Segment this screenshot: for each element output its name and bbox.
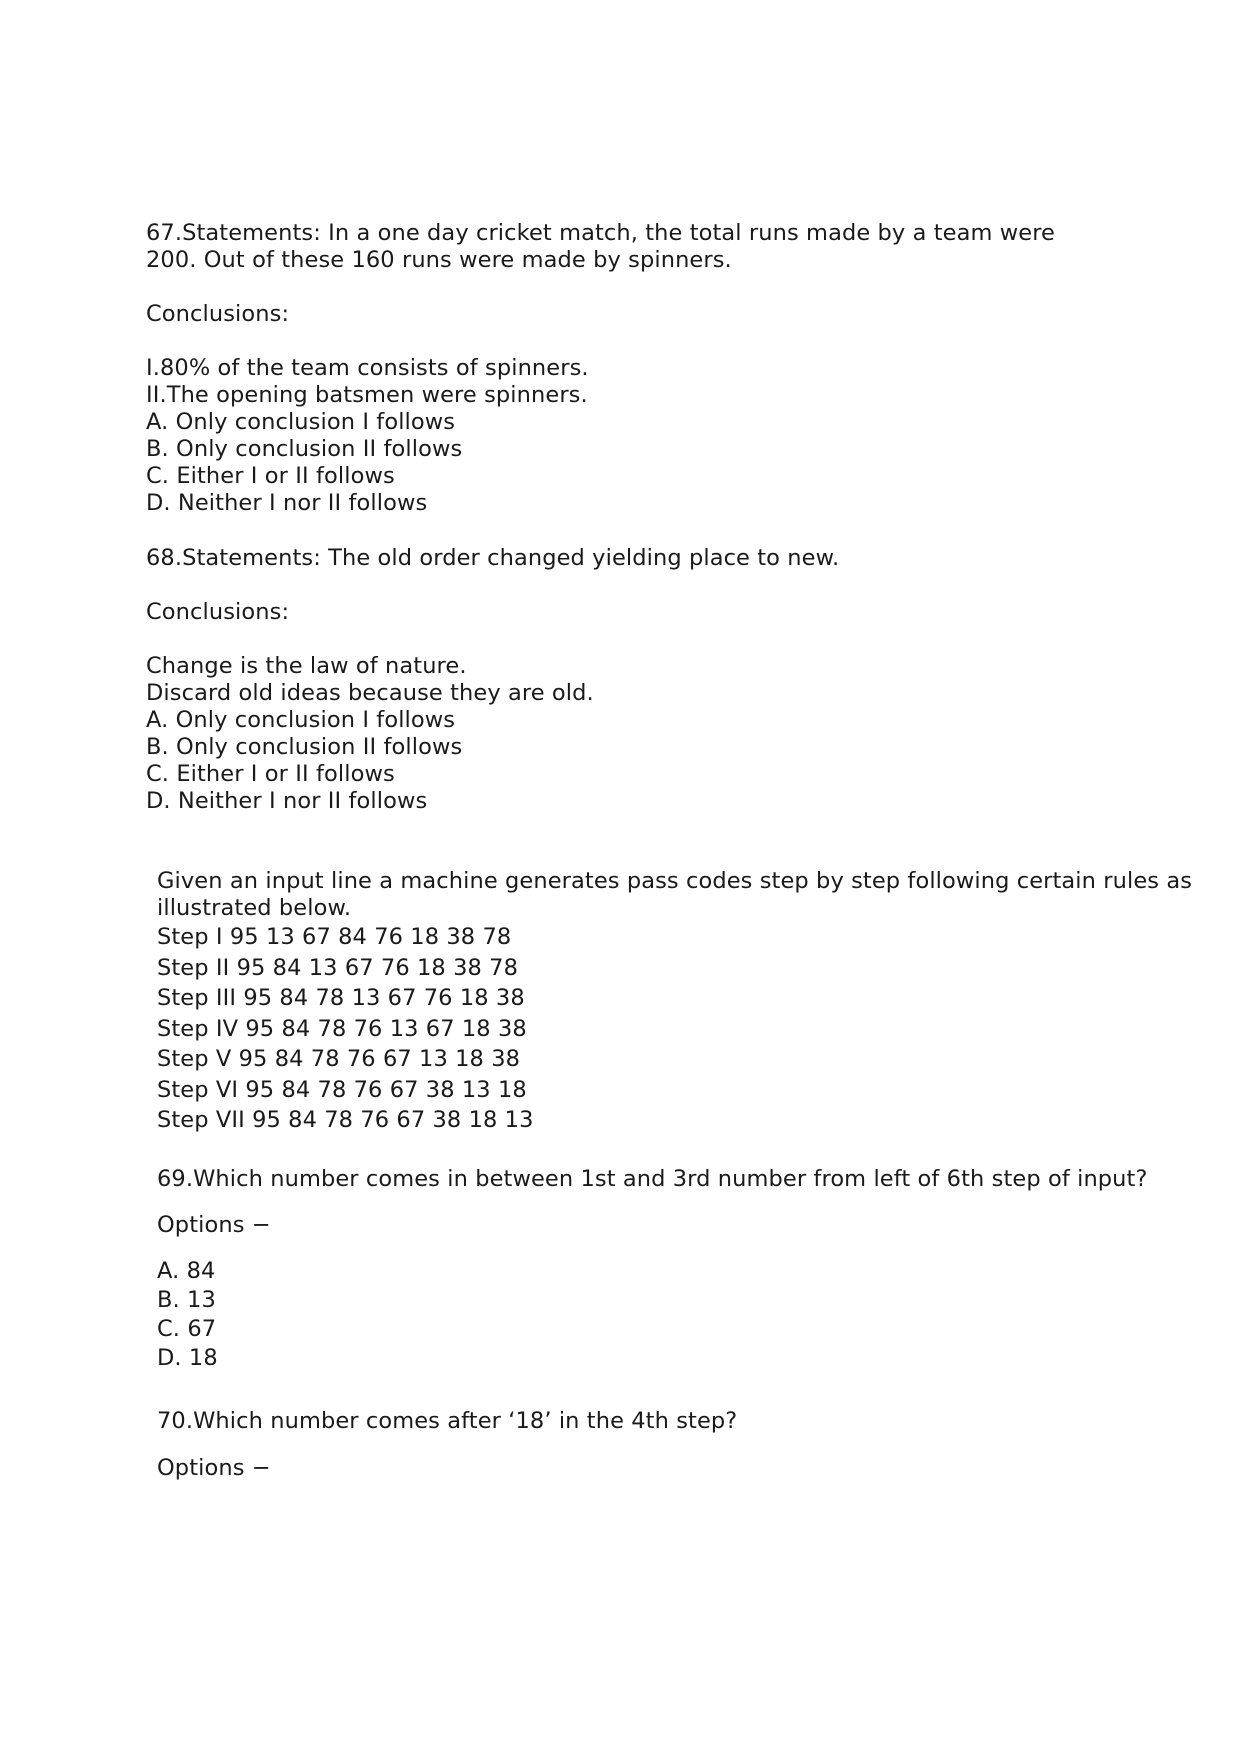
q67-statement-line-1: 67.Statements: In a one day cricket match, the total runs made by a team were	[146, 220, 1055, 246]
q69-option-c: C. 67	[157, 1316, 217, 1342]
machine-input-section	[157, 868, 1197, 1136]
q68-option-d: D. Neither I nor II follows	[146, 788, 428, 814]
step-7: Step VII 95 84 78 76 67 38 18 13	[157, 1107, 534, 1133]
step-1: Step I 95 13 67 84 76 18 38 78	[157, 924, 512, 950]
question-69	[157, 1165, 1197, 1373]
step-3: Step III 95 84 78 13 67 76 18 38	[157, 985, 525, 1011]
q68-conclusion-2: Discard old ideas because they are old.	[146, 680, 594, 706]
q69-question: 69.Which number comes in between 1st and 3rd number from left of 6th step of input?	[157, 1166, 1148, 1192]
step-2: Step II 95 84 13 67 76 18 38 78	[157, 954, 519, 981]
q68-option-a: A. Only conclusion I follows	[146, 707, 456, 733]
q68-conclusion-1: Change is the law of nature.	[146, 653, 467, 679]
step-6: Step VI 95 84 78 76 67 38 13 18	[157, 1076, 527, 1103]
q68-statement: 68.Statements: The old order changed yielding place to new.	[146, 545, 840, 571]
q67-option-b: B. Only conclusion II follows	[146, 436, 463, 462]
q70-question: 70.Which number comes after ‘18’ in the 4th step?	[157, 1408, 738, 1434]
q68-conclusions-heading: Conclusions:	[146, 599, 290, 625]
q67-option-c: C. Either I or II follows	[146, 463, 395, 489]
q68-option-c: C. Either I or II follows	[146, 761, 395, 787]
q67-conclusion-2: II.The opening batsmen were spinners.	[146, 382, 588, 408]
question-67	[146, 220, 1146, 517]
question-70	[157, 1408, 1197, 1482]
q67-conclusions-heading: Conclusions:	[146, 301, 290, 327]
step-5: Step V 95 84 78 76 67 13 18 38	[157, 1046, 521, 1072]
step-4: Step IV 95 84 78 76 13 67 18 38	[157, 1015, 527, 1042]
q68-option-b: B. Only conclusion II follows	[146, 734, 463, 760]
machine-intro: Given an input line a machine generates pass codes step by step following certain rules as illustrated below.	[157, 868, 1193, 921]
q69-options-heading: Options −	[157, 1212, 271, 1238]
q67-statement-line-2: 200. Out of these 160 runs were made by spinners.	[146, 247, 732, 273]
q70-options-heading: Options −	[157, 1455, 271, 1481]
q67-option-a: A. Only conclusion I follows	[146, 409, 456, 435]
q69-option-a: A. 84	[157, 1258, 216, 1284]
question-68	[146, 545, 1146, 815]
q69-option-b: B. 13	[157, 1287, 216, 1313]
q67-conclusion-1: I.80% of the team consists of spinners.	[146, 355, 589, 381]
q67-option-d: D. Neither I nor II follows	[146, 490, 428, 516]
q69-option-d: D. 18	[157, 1345, 218, 1371]
